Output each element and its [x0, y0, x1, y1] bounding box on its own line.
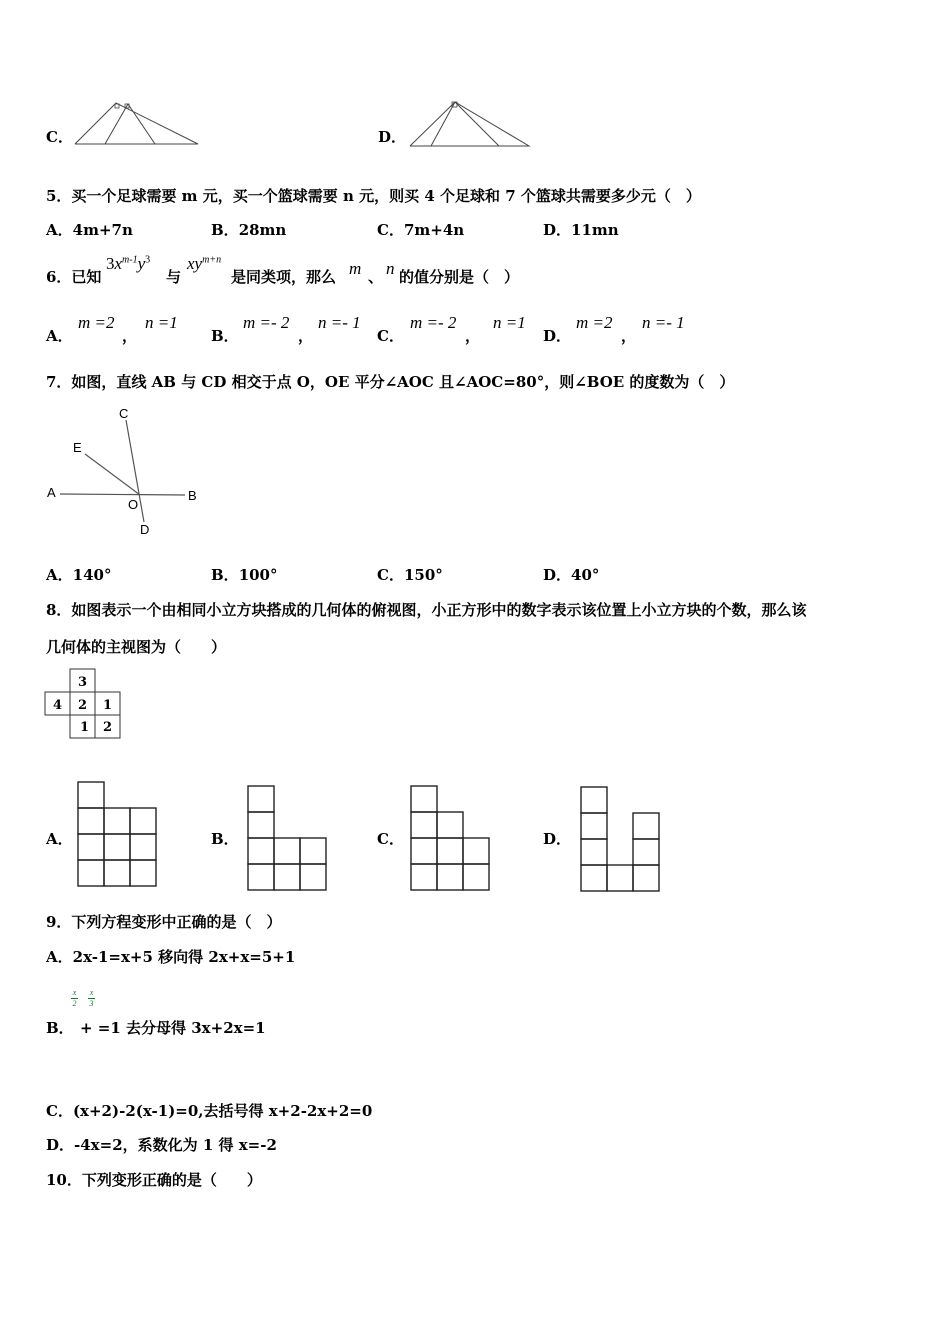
q7-figure	[40, 400, 210, 545]
q8-top-view-cell: 1	[80, 720, 90, 735]
q6-option-d-m: m =2	[576, 313, 613, 332]
q7-label-o: O	[128, 497, 139, 512]
q6-connector: 与	[166, 268, 182, 286]
q8-option-a-label: A．	[46, 830, 73, 848]
q6-option-a-comma: ，	[122, 327, 138, 345]
q8-question-line2: 几何体的主视图为（ ）	[46, 638, 227, 656]
q6-option-b-comma: ，	[298, 327, 314, 345]
q8-option-b-figure	[246, 784, 331, 894]
q9-option-a: A．2x-1=x+5 移向得 2x+x=5+1	[46, 948, 296, 966]
q5-question: 5．买一个足球需要 m 元，买一个篮球需要 n 元，则买 4 个足球和 7 个篮球共需要多少元（ ）	[46, 187, 701, 205]
q6-option-c-n: n =1	[493, 313, 526, 332]
q8-top-view-cell: 3	[78, 675, 88, 690]
q6-term1: $3x^{m-1}y^3$	[106, 254, 151, 273]
q6-option-b-label: B．	[211, 327, 239, 345]
q6-suffix: 的值分别是（ ）	[399, 268, 520, 286]
q8-option-c-figure	[409, 784, 494, 894]
q9-option-c: C．(x+2)-2(x-1)=0,去括号得 x+2-2x+2=0	[46, 1102, 373, 1120]
q8-top-view-cell: 2	[103, 720, 113, 735]
q6-option-d-label: D．	[543, 327, 572, 345]
q5-option-a: A．4m+7n	[46, 221, 133, 239]
q4-option-d-figure	[405, 98, 535, 148]
q8-top-view-cell: 1	[103, 698, 113, 713]
q8-top-view-cell: 2	[78, 698, 88, 713]
q6-term2: $xy^{m+n}$	[187, 254, 222, 273]
q7-option-c: C．150°	[377, 566, 443, 584]
q9-option-b-label: B．	[46, 1019, 74, 1037]
q5-option-c: C．7m+4n	[377, 221, 465, 239]
q7-label-e: E	[73, 440, 82, 455]
q7-label-d: D	[140, 522, 150, 537]
q6-sep: 、	[368, 268, 384, 286]
q8-option-c-label: C．	[377, 830, 404, 848]
q6-middle: 是同类项，那么	[231, 268, 337, 286]
q9-option-b-fraction-2: $\frac{x}{3}$	[89, 988, 94, 1008]
q6-var-m: m	[349, 259, 362, 278]
q6-option-a-m: m =2	[78, 313, 115, 332]
q8-top-view-cell: 4	[53, 698, 63, 713]
q4-option-c-label: C．	[46, 128, 73, 146]
q6-option-a-n: n =1	[145, 313, 178, 332]
q6-option-b-m: m =- 2	[243, 313, 290, 332]
q6-option-c-label: C．	[377, 327, 404, 345]
q6-option-b-n: n =- 1	[318, 313, 361, 332]
q9-option-b-text: + =1 去分母得 3x+2x=1	[80, 1019, 266, 1037]
q4-option-c-figure	[70, 98, 205, 148]
q8-question-line1: 8．如图表示一个由相同小立方块搭成的几何体的俯视图，小正方形中的数字表示该位置上小立方块的个数，那么该	[46, 601, 807, 619]
q10-question: 10．下列变形正确的是（ ）	[46, 1171, 262, 1189]
q8-option-a-figure	[76, 780, 161, 892]
q6-var-n: n	[386, 259, 395, 278]
q9-question: 9．下列方程变形中正确的是（ ）	[46, 913, 282, 931]
q6-option-c-comma: ，	[465, 327, 481, 345]
q7-option-d: D．40°	[543, 566, 600, 584]
q4-option-d-label: D．	[378, 128, 407, 146]
q6-option-d-comma: ，	[621, 327, 637, 345]
q7-label-a: A	[47, 485, 56, 500]
q8-option-d-figure	[579, 785, 664, 895]
q6-option-c-m: m =- 2	[410, 313, 457, 332]
q9-option-d: D．-4x=2，系数化为 1 得 x=-2	[46, 1136, 277, 1154]
q7-label-b: B	[188, 488, 197, 503]
q7-option-a: A．140°	[46, 566, 112, 584]
q7-option-b: B．100°	[211, 566, 278, 584]
q5-option-d: D．11mn	[543, 221, 619, 239]
q6-prefix: 6．已知	[46, 268, 102, 286]
q6-option-a-label: A．	[46, 327, 73, 345]
q5-option-b: B．28mn	[211, 221, 287, 239]
q7-label-c: C	[119, 406, 129, 421]
q8-option-d-label: D．	[543, 830, 572, 848]
q6-option-d-n: n =- 1	[642, 313, 685, 332]
q7-question: 7．如图，直线 AB 与 CD 相交于点 O，OE 平分∠AOC 且∠AOC=80°，则∠BOE 的度数为（ ）	[46, 373, 735, 391]
q8-option-b-label: B．	[211, 830, 239, 848]
q9-option-b-fraction-1: $\frac{x}{2}$	[72, 988, 77, 1008]
